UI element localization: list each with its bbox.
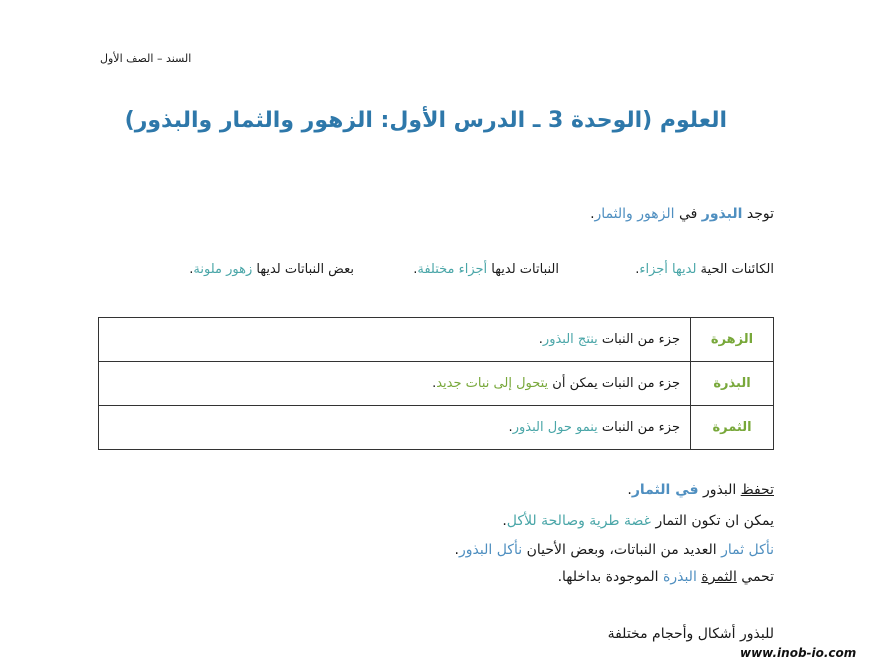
fact-keyword: أجزاء مختلفة: [417, 262, 488, 277]
fact-period: .: [189, 262, 194, 277]
sentence-text: للبذور أشكال وأحجام مختلفة: [607, 626, 774, 642]
intro-keyword-seeds: البذور: [701, 206, 743, 222]
definition-period: .: [508, 420, 513, 435]
term-cell: الثمرة: [691, 406, 774, 450]
fact-item: [635, 262, 774, 277]
definition-keyword: ينمو حول البذور: [512, 420, 598, 435]
term-cell: الزهرة: [691, 318, 774, 362]
definition-cell: [99, 406, 691, 450]
sentence-keyword: نأكل ثمار: [721, 542, 774, 558]
fact-period: .: [413, 262, 418, 277]
definition-text: جزء من النبات: [597, 420, 680, 435]
intro-period: .: [590, 206, 595, 222]
definition-period: .: [432, 376, 437, 391]
table-row: [99, 406, 774, 450]
fact-item: [189, 262, 354, 277]
definition-keyword: ينتج البذور: [542, 332, 598, 347]
sentence-text: الموجودة بداخلها.: [557, 569, 664, 585]
sentence-keyword: البذرة: [663, 569, 702, 585]
sentence-period: .: [627, 482, 632, 498]
page-title: العلوم (الوحدة 3 ـ الدرس الأول: الزهور والثمار والبذور): [124, 108, 727, 133]
intro-sentence: [590, 206, 774, 222]
definition-cell: [99, 362, 691, 406]
table-row: [99, 318, 774, 362]
definition-period: .: [538, 332, 543, 347]
plant-parts-table: [98, 317, 774, 450]
term-cell: البذرة: [691, 362, 774, 406]
sentence-period: .: [454, 542, 459, 558]
definition-keyword: يتحول إلى نبات جديد: [436, 376, 549, 391]
definition-cell: [99, 318, 691, 362]
underlined-word: الثمرة: [701, 569, 737, 585]
sentence-fruit-protects: [558, 569, 774, 585]
intro-text: توجد: [742, 206, 774, 222]
sentence-seed-shapes: [608, 626, 774, 642]
fact-keyword: لديها أجزاء: [639, 262, 697, 277]
sentence-text: يمكن ان تكون التمار: [651, 513, 774, 529]
intro-keyword-flowers-fruits: الزهور والثمار: [594, 206, 675, 222]
facts-row: [100, 262, 774, 282]
sentence-text: العديد من النباتات، وبعض الأحيان: [522, 542, 722, 558]
sentence-seeds-in-fruits: [627, 482, 774, 498]
sentence-keyword: في الثمار: [631, 482, 699, 498]
intro-text: في: [674, 206, 702, 222]
watermark: www.inob-io.com: [740, 646, 857, 660]
fact-keyword: زهور ملونة: [193, 262, 253, 277]
sentence-we-eat: [455, 542, 774, 558]
fact-period: .: [635, 262, 640, 277]
fact-text: النباتات لديها: [487, 262, 559, 277]
definition-text: جزء من النبات: [597, 332, 680, 347]
sentence-text: تحمي: [736, 569, 774, 585]
fact-item: [413, 262, 559, 277]
sentence-period: .: [502, 513, 507, 529]
fact-text: الكائنات الحية: [696, 262, 774, 277]
underlined-word: تحفظ: [740, 482, 774, 498]
table-row: [99, 362, 774, 406]
sentence-fruits-edible: [502, 513, 774, 529]
sentence-keyword: نأكل البذور: [459, 542, 523, 558]
sentence-keyword: غضة طرية وصالحة للأكل: [506, 513, 651, 529]
fact-text: بعض النباتات لديها: [252, 262, 354, 277]
document-header: السند – الصف الأول: [100, 52, 192, 65]
sentence-text: البذور: [698, 482, 741, 498]
definition-text: جزء من النبات يمكن أن: [548, 376, 680, 391]
